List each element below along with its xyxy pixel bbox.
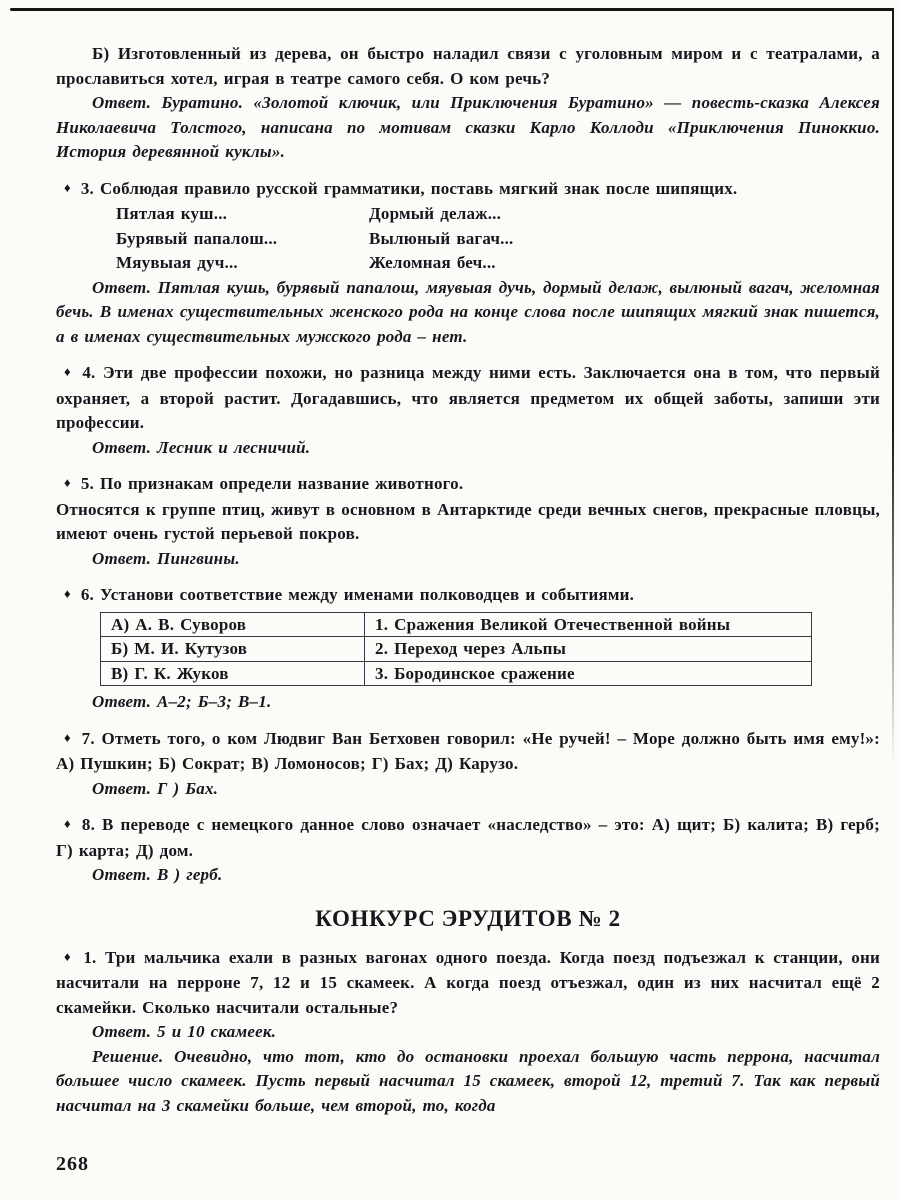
question-1-text: 1. Три мальчика ехали в разных вагонах одного поезда. Когда поезд подъезжал к станции, они насчитали на перроне 7, 12 и 15 скамеек. А когда поезд отъезжал, один из них насчитал ещё 2 скамейки. Сколько насчитали остальные?	[56, 947, 880, 1017]
table-cell-event: 2. Переход через Альпы	[365, 637, 812, 662]
question-8-text: 8. В переводе с немецкого данное слово означает «наследство» – это: А) щит; Б) калита; В) герб; Г) карта; Д) дом.	[56, 815, 880, 860]
question-5-text: 5. По признакам определи название животного.	[80, 474, 464, 493]
question-5-description: Относятся к группе птиц, живут в основном в Антарктиде среди вечных снегов, прекрасные пловцы, имеют очень густой перьевой покров.	[56, 499, 880, 543]
word-item: Желомная беч...	[369, 253, 496, 272]
page-number: 268	[56, 1153, 89, 1175]
diamond-bullet-icon: ♦	[64, 475, 71, 490]
table-cell-event: 1. Сражения Великой Отечественной войны	[365, 612, 812, 637]
question-2b-text: Б) Изготовленный из дерева, он быстро наладил связи с уголовным миром и с театралами, а прославиться хотел, играя в театре самого себя. О ком речь?	[56, 44, 880, 88]
diamond-bullet-icon: ♦	[64, 816, 72, 831]
diamond-bullet-icon: ♦	[64, 179, 71, 195]
diamond-bullet-icon: ♦	[64, 729, 72, 745]
table-cell-commander: В) Г. К. Жуков	[101, 661, 365, 686]
word-item: Вылюный вагач...	[369, 228, 514, 248]
table-row	[101, 637, 812, 662]
question-7-text: 7. Отметь того, о ком Людвиг Ван Бетховен говорил: «Не ручей! – Море должно быть имя ему!»: А) Пушкин; Б) Сократ; В) Ломоносов; Г) Бах; Д) Карузо.	[56, 728, 880, 773]
table-cell-commander: Б) М. И. Кутузов	[101, 637, 365, 662]
answer-2b: Ответ. Буратино. «Золотой ключик, или Приключения Буратино» — повесть-сказка Алексея Николаевича Толстого, написана по мотивам сказки Карло Коллоди «Приключения Пиноккио. История деревянной куклы».	[56, 93, 880, 161]
question-6-text: 6. Установи соответствие между именами полководцев и событиями.	[80, 585, 635, 604]
answer-1: Ответ. 5 и 10 скамеек.	[92, 1022, 277, 1041]
page-content	[56, 42, 880, 1118]
answer-7: Ответ. Г ) Бах.	[92, 778, 219, 798]
question-4-text: 4. Эти две профессии похожи, но разница между ними есть. Заключается она в том, что первый охраняет, а второй растит. Догадавшись, что является предметом их общей заботы, запиши эти профессии.	[56, 363, 881, 432]
diamond-bullet-icon: ♦	[64, 948, 74, 964]
word-item: Мяувыая дуч...	[116, 253, 238, 272]
question-3-word-list	[116, 202, 880, 276]
word-item: Пятлая куш...	[116, 204, 228, 223]
word-list-left-column	[116, 202, 369, 276]
question-3-text: 3. Соблюдая правило русской грамматики, поставь мягкий знак после шипящих.	[80, 178, 738, 198]
table-row	[101, 661, 812, 686]
matching-table	[100, 612, 812, 687]
answer-5: Ответ. Пингвины.	[92, 548, 240, 568]
question-8	[56, 813, 880, 863]
question-7	[56, 727, 880, 777]
answer-4: Ответ. Лесник и лесничий.	[92, 437, 311, 457]
question-1	[56, 946, 880, 1021]
diamond-bullet-icon: ♦	[64, 586, 71, 601]
word-list-right-column	[369, 202, 880, 276]
solution-1: Решение. Очевидно, что тот, кто до остановки проехал большую часть перрона, насчитал большее число скамеек. Пусть первый насчитал 15 скамеек, второй 12, третий 7. Так как первый насчитал на 3 скамейки больше, чем второй, то, когда	[56, 1046, 880, 1115]
word-item: Дормый делаж...	[369, 204, 502, 223]
answer-8: Ответ. В ) герб.	[92, 865, 223, 884]
scan-right-edge-line	[892, 8, 894, 768]
question-6	[56, 583, 880, 609]
word-item: Бурявый папалош...	[116, 228, 278, 248]
diamond-bullet-icon: ♦	[64, 364, 73, 379]
section-heading: КОНКУРС ЭРУДИТОВ № 2	[315, 905, 621, 931]
table-cell-commander: А) А. В. Суворов	[101, 612, 365, 637]
question-5	[56, 472, 880, 498]
question-4	[56, 361, 880, 436]
question-3	[56, 177, 880, 203]
answer-3: Ответ. Пятлая кушь, бурявый папалош, мяувыая дучь, дормый делаж, вылюный вагач, желомная бечь. В именах существительных женского рода на конце слова после шипящих мягкий знак пишется, а в именах существительных мужского рода – нет.	[56, 277, 880, 346]
table-row	[101, 612, 812, 637]
answer-6: Ответ. А–2; Б–3; В–1.	[92, 692, 272, 711]
scan-top-edge-line	[10, 8, 894, 11]
table-cell-event: 3. Бородинское сражение	[365, 661, 812, 686]
